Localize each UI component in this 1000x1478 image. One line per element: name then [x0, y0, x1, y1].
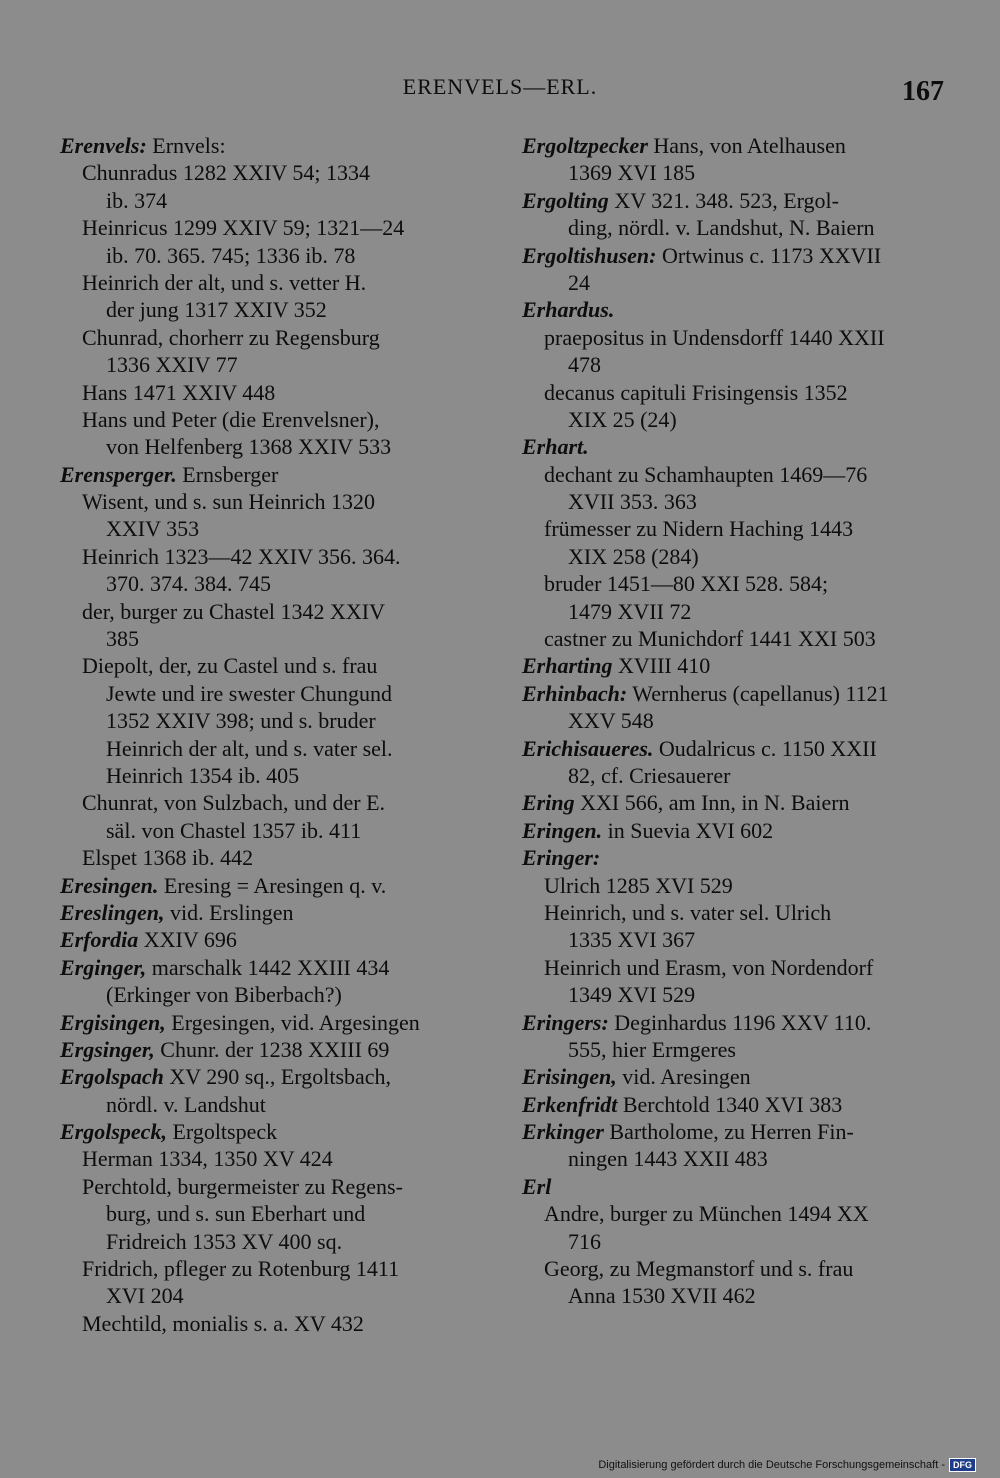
index-subentry-line — [56, 159, 480, 186]
index-text: XXIV 353 — [106, 516, 200, 542]
index-term: Ergsinger, — [60, 1036, 155, 1062]
index-entry-line — [518, 817, 944, 844]
index-text: 555, hier Ermgeres — [568, 1036, 736, 1062]
index-term: Erichisaueres. — [522, 735, 654, 761]
index-subentry-line — [518, 214, 944, 241]
index-text: 478 — [568, 352, 601, 378]
index-text: marschalk 1442 XXIII 434 — [146, 954, 390, 980]
index-text: Berchtold 1340 XVI 383 — [617, 1091, 843, 1117]
index-text: Hans 1471 XXIV 448 — [82, 379, 276, 405]
index-text: Elspet 1368 ib. 442 — [82, 845, 254, 871]
index-subentry-line — [56, 817, 480, 844]
index-subentry-line — [518, 379, 944, 406]
index-text: Chunradus 1282 XXIV 54; 1334 — [82, 160, 371, 186]
index-entry-line — [518, 132, 944, 159]
index-entry-line — [56, 1036, 480, 1063]
index-entry-line — [56, 926, 480, 953]
index-subentry-line — [56, 735, 480, 762]
index-text: Bartholome, zu Herren Fin- — [603, 1119, 854, 1145]
index-text: 1336 XXIV 77 — [106, 352, 238, 378]
index-text: Heinrich, und s. vater sel. Ulrich — [544, 899, 832, 925]
index-entry-line — [518, 844, 944, 871]
footer-credit-text: Digitalisierung gefördert durch die Deutsche Forschungsgemeinschaft - — [598, 1459, 945, 1471]
index-term: Erginger, — [60, 954, 147, 980]
index-subentry-line — [56, 570, 480, 597]
index-entry-line — [56, 954, 480, 981]
index-text: XIX 258 (284) — [568, 543, 699, 569]
index-subentry-line — [518, 515, 944, 542]
index-text: Mechtild, monialis s. a. XV 432 — [82, 1310, 364, 1336]
index-text: Wisent, und s. sun Heinrich 1320 — [82, 489, 376, 515]
index-text: Heinricus 1299 XXIV 59; 1321—24 — [82, 215, 405, 241]
index-term: Ergoltishusen: — [522, 242, 657, 268]
index-term: Ereslingen, — [60, 899, 165, 925]
index-subentry-line — [518, 926, 944, 953]
index-subentry-line — [56, 433, 480, 460]
index-entry-line — [56, 1009, 480, 1036]
index-subentry-line — [56, 652, 480, 679]
index-term: Erhardus. — [522, 297, 615, 323]
index-text: Chunrad, chorherr zu Regensburg — [82, 324, 380, 350]
index-text: Heinrich der alt, und s. vetter H. — [82, 269, 367, 295]
index-subentry-line — [56, 269, 480, 296]
index-text: frümesser zu Nidern Haching 1443 — [544, 516, 854, 542]
index-text: 1335 XVI 367 — [568, 927, 696, 953]
index-text: Andre, burger zu München 1494 XX — [544, 1201, 869, 1227]
index-subentry-line — [518, 1282, 944, 1309]
index-text: Ergoltspeck — [166, 1119, 278, 1145]
index-term: Erhinbach: — [522, 680, 628, 706]
index-text: XVIII 410 — [612, 653, 711, 679]
index-subentry-line — [56, 1145, 480, 1172]
index-subentry-line — [56, 488, 480, 515]
index-term: Erhart. — [522, 434, 589, 460]
index-term: Ergolting — [522, 187, 609, 213]
index-text: Wernherus (capellanus) 1121 — [627, 680, 889, 706]
index-subentry-line — [56, 1310, 480, 1337]
index-entry-line — [56, 1063, 480, 1090]
index-text: Ernsberger — [176, 461, 279, 487]
index-term: Erensperger. — [60, 461, 177, 487]
index-text: Chunrat, von Sulzbach, und der E. — [82, 790, 386, 816]
index-text: vid. Erslingen — [164, 899, 294, 925]
index-text: säl. von Chastel 1357 ib. 411 — [106, 817, 362, 843]
index-text: dechant zu Schamhaupten 1469—76 — [544, 461, 868, 487]
index-text: 1349 XVI 529 — [568, 982, 696, 1008]
index-text: XXIV 696 — [138, 927, 237, 953]
index-subentry-line — [56, 351, 480, 378]
index-text: vid. Aresingen — [616, 1064, 751, 1090]
index-term: Erkinger — [522, 1119, 604, 1145]
index-entry-line — [56, 872, 480, 899]
index-text: Anna 1530 XVII 462 — [568, 1283, 756, 1309]
index-text: von Helfenberg 1368 XXIV 533 — [106, 434, 392, 460]
index-text: Eresing = Aresingen q. v. — [158, 872, 387, 898]
index-subentry-line — [518, 406, 944, 433]
index-text: XV 321. 348. 523, Ergol- — [608, 187, 839, 213]
index-text: ding, nördl. v. Landshut, N. Baiern — [568, 215, 875, 241]
index-subentry-line — [518, 1255, 944, 1282]
index-term: Erenvels: — [60, 133, 147, 158]
index-text: der, burger zu Chastel 1342 XXIV — [82, 598, 385, 624]
index-entry-line — [56, 1118, 480, 1145]
index-subentry-line — [518, 488, 944, 515]
index-subentry-line — [518, 598, 944, 625]
index-text: 1352 XXIV 398; und s. bruder — [106, 708, 376, 734]
index-subentry-line — [518, 954, 944, 981]
index-entry-line — [518, 1118, 944, 1145]
index-entry-line — [56, 899, 480, 926]
index-subentry-line — [56, 625, 480, 652]
index-subentry-line — [56, 1282, 480, 1309]
index-term: Erharting — [522, 653, 613, 679]
index-subentry-line — [518, 981, 944, 1008]
index-text: in Suevia XVI 602 — [602, 817, 774, 843]
index-subentry-line — [56, 324, 480, 351]
index-subentry-line — [56, 515, 480, 542]
index-text: Hans, von Atelhausen — [647, 133, 846, 158]
index-text: burg, und s. sun Eberhart und — [106, 1201, 366, 1227]
index-subentry-line — [518, 899, 944, 926]
index-subentry-line — [518, 707, 944, 734]
index-text: Jewte und ire swester Chungund — [106, 680, 392, 706]
index-term: Ering — [522, 790, 575, 816]
page-number: 167 — [902, 76, 944, 107]
index-entry-line — [518, 296, 944, 323]
index-entry-line — [518, 789, 944, 816]
right-column — [518, 132, 944, 1310]
index-text: Ernvels: — [146, 133, 226, 158]
index-subentry-line — [518, 351, 944, 378]
left-column — [56, 132, 480, 1337]
index-term: Eresingen. — [60, 872, 159, 898]
index-subentry-line — [56, 187, 480, 214]
index-subentry-line — [56, 598, 480, 625]
index-subentry-line — [518, 1228, 944, 1255]
index-subentry-line — [56, 214, 480, 241]
index-term: Erfordia — [60, 927, 139, 953]
index-text: Georg, zu Megmanstorf und s. frau — [544, 1256, 854, 1282]
index-subentry-line — [56, 296, 480, 323]
index-text: Perchtold, burgermeister zu Regens- — [82, 1173, 403, 1199]
index-text: praepositus in Undensdorff 1440 XXII — [544, 324, 885, 350]
index-text: Chunr. der 1238 XXIII 69 — [154, 1036, 390, 1062]
index-subentry-line — [518, 1145, 944, 1172]
index-text: XV 290 sq., Ergoltsbach, — [163, 1064, 392, 1090]
index-subentry-line — [56, 981, 480, 1008]
index-text: Fridreich 1353 XV 400 sq. — [106, 1228, 343, 1254]
index-text: 82, cf. Criesauerer — [568, 762, 731, 788]
index-term: Erkenfridt — [522, 1091, 618, 1117]
index-entry-line — [518, 735, 944, 762]
index-subentry-line — [56, 789, 480, 816]
index-entry-line — [518, 680, 944, 707]
index-subentry-line — [518, 625, 944, 652]
index-subentry-line — [518, 324, 944, 351]
index-entry-line — [518, 187, 944, 214]
dfg-logo-icon: DFG — [949, 1458, 976, 1472]
index-text: 24 — [568, 269, 590, 295]
index-subentry-line — [56, 379, 480, 406]
index-subentry-line — [518, 872, 944, 899]
index-text: 716 — [568, 1228, 601, 1254]
index-subentry-line — [518, 269, 944, 296]
index-text: Ergesingen, vid. Argesingen — [165, 1009, 420, 1035]
index-entry-line — [518, 433, 944, 460]
index-text: XIX 25 (24) — [568, 406, 677, 432]
index-text: Oudalricus c. 1150 XXII — [653, 735, 877, 761]
index-term: Ergolspach — [60, 1064, 164, 1090]
index-text: nördl. v. Landshut — [106, 1091, 266, 1117]
index-subentry-line — [518, 762, 944, 789]
index-text: 370. 374. 384. 745 — [106, 571, 271, 597]
index-entry-line — [518, 242, 944, 269]
index-text: castner zu Munichdorf 1441 XXI 503 — [544, 626, 876, 652]
index-subentry-line — [56, 1255, 480, 1282]
index-text: Hans und Peter (die Erenvelsner), — [82, 406, 380, 432]
index-text: Ortwinus c. 1173 XXVII — [656, 242, 882, 268]
index-term: Eringers: — [522, 1009, 609, 1035]
index-term: Ergolspeck, — [60, 1119, 167, 1145]
index-subentry-line — [56, 762, 480, 789]
index-text: Deginhardus 1196 XXV 110. — [608, 1009, 872, 1035]
index-subentry-line — [56, 1228, 480, 1255]
index-term: Eringer: — [522, 845, 601, 871]
running-title: ERENVELS—ERL. — [402, 74, 598, 99]
index-entry-line — [518, 652, 944, 679]
index-entry-line — [518, 1173, 944, 1200]
index-text: decanus capituli Frisingensis 1352 — [544, 379, 848, 405]
index-subentry-line — [518, 1200, 944, 1227]
index-subentry-line — [56, 844, 480, 871]
index-subentry-line — [56, 1091, 480, 1118]
index-subentry-line — [518, 461, 944, 488]
index-text: XXV 548 — [568, 708, 654, 734]
index-text: bruder 1451—80 XXI 528. 584; — [544, 571, 829, 597]
index-text: Heinrich und Erasm, von Nordendorf — [544, 954, 874, 980]
index-text: XVI 204 — [106, 1283, 184, 1309]
index-text: XXI 566, am Inn, in N. Baiern — [574, 790, 850, 816]
index-text: Heinrich 1354 ib. 405 — [106, 762, 300, 788]
index-text: (Erkinger von Biberbach?) — [106, 982, 342, 1008]
index-text: ib. 70. 365. 745; 1336 ib. 78 — [106, 242, 356, 268]
footer-credit — [598, 1458, 976, 1472]
index-subentry-line — [56, 680, 480, 707]
index-text: Ulrich 1285 XVI 529 — [544, 872, 733, 898]
index-entry-line — [56, 132, 480, 159]
index-text: Heinrich der alt, und s. vater sel. — [106, 735, 393, 761]
index-text: der jung 1317 XXIV 352 — [106, 297, 327, 323]
index-text: ningen 1443 XXII 483 — [568, 1146, 768, 1172]
index-subentry-line — [518, 159, 944, 186]
index-text: Heinrich 1323—42 XXIV 356. 364. — [82, 543, 401, 569]
index-term: Eringen. — [522, 817, 603, 843]
index-subentry-line — [56, 707, 480, 734]
index-text: ib. 374 — [106, 187, 168, 213]
index-subentry-line — [518, 1036, 944, 1063]
index-text: XVII 353. 363 — [568, 489, 697, 515]
index-entry-line — [518, 1091, 944, 1118]
index-subentry-line — [518, 543, 944, 570]
index-term: Ergoltzpecker — [522, 133, 648, 158]
index-entry-line — [56, 461, 480, 488]
index-subentry-line — [56, 406, 480, 433]
index-text: 1479 XVII 72 — [568, 598, 692, 624]
index-text: Fridrich, pfleger zu Rotenburg 1411 — [82, 1256, 400, 1282]
index-subentry-line — [56, 1200, 480, 1227]
index-subentry-line — [56, 1173, 480, 1200]
index-text: Herman 1334, 1350 XV 424 — [82, 1146, 333, 1172]
index-text: 385 — [106, 626, 139, 652]
index-subentry-line — [518, 570, 944, 597]
index-entry-line — [518, 1063, 944, 1090]
index-term: Ergisingen, — [60, 1009, 166, 1035]
index-subentry-line — [56, 543, 480, 570]
index-entry-line — [518, 1009, 944, 1036]
index-text: Diepolt, der, zu Castel und s. frau — [82, 653, 378, 679]
index-subentry-line — [56, 242, 480, 269]
index-term: Erl — [522, 1173, 552, 1199]
index-text: 1369 XVI 185 — [568, 160, 696, 186]
index-term: Erisingen, — [522, 1064, 617, 1090]
